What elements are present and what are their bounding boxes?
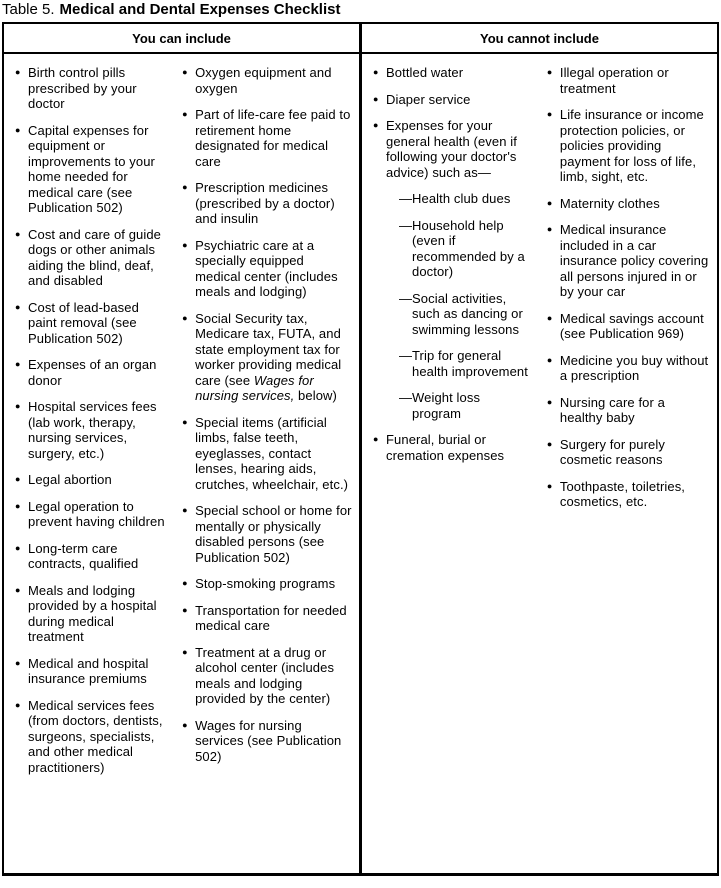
checklist-item	[182, 576, 353, 592]
bullet-icon: ●	[15, 474, 21, 484]
checklist-item	[182, 311, 353, 404]
checklist-item	[182, 180, 353, 227]
subitem-text: Weight loss program	[412, 390, 481, 421]
item-text: Illegal operation or treatment	[559, 65, 669, 96]
checklist-item	[547, 311, 711, 342]
checklist-item	[373, 92, 532, 108]
checklist-column	[182, 65, 353, 873]
checklist-item	[547, 196, 711, 212]
checklist-subitem	[399, 218, 532, 280]
bullet-icon: ●	[546, 197, 553, 208]
item-text: Nursing care for a healthy baby	[559, 394, 665, 425]
bullet-icon: ●	[373, 67, 379, 77]
item-text: Expenses for your general health (even if following your doctor's advice) such as—	[386, 118, 517, 180]
checklist-item	[547, 479, 711, 510]
table-number-label: Table 5.	[2, 1, 55, 18]
bullet-icon: ●	[373, 434, 379, 444]
item-text: Legal operation to prevent having children	[28, 498, 165, 529]
item-text-part: below)	[294, 388, 337, 403]
checklist-item	[15, 300, 167, 347]
checklist-item	[182, 107, 353, 169]
item-text: Special school or home for mentally or physically disabled persons (see Publication 502)	[195, 503, 352, 565]
item-text: Cost of lead-based paint removal (see Publication 502)	[28, 299, 139, 346]
dash-icon: —	[399, 390, 413, 405]
bullet-icon: ●	[15, 359, 21, 369]
checklist-item	[373, 432, 532, 463]
bullet-icon: ●	[373, 120, 379, 130]
bullet-icon: ●	[546, 438, 553, 449]
checklist-item	[15, 357, 167, 388]
bullet-icon: ●	[15, 401, 21, 411]
item-text: Bottled water	[386, 65, 464, 80]
checklist-item	[182, 718, 353, 765]
dash-icon: —	[399, 191, 413, 206]
expenses-checklist-table	[2, 22, 719, 876]
checklist-item	[15, 227, 167, 289]
item-text: Hospital services fees (lab work, therapy, nursing services, surgery, etc.)	[28, 399, 157, 461]
subitem-text: Social activities, such as dancing or swimming lessons	[412, 290, 523, 337]
checklist-item	[182, 415, 353, 493]
checklist-item	[373, 118, 532, 421]
bullet-icon: ●	[182, 182, 188, 192]
bullet-icon: ●	[182, 312, 188, 323]
bullet-icon: ●	[182, 67, 188, 77]
item-text: Capital expenses for equipment or improvements to your home needed for medical care (see Publication 502)	[28, 122, 155, 215]
item-text: Birth control pills prescribed by your doctor	[28, 65, 137, 111]
checklist-item	[547, 437, 711, 468]
checklist-item	[15, 399, 167, 461]
checklist-item	[182, 65, 353, 96]
checklist-subitem	[399, 390, 532, 421]
subitem-text: Trip for general health improvement	[412, 348, 528, 379]
bullet-icon: ●	[15, 542, 21, 553]
subitem-text: Health club dues	[412, 191, 511, 206]
item-text: Psychiatric care at a specially equipped medical center (includes meals and lodging)	[195, 237, 338, 299]
item-text: Medical insurance included in a car insurance policy covering all persons injured in or by your car	[559, 222, 709, 299]
checklist-item	[547, 65, 711, 96]
cannot-include-header: You cannot include	[362, 24, 717, 54]
item-text: Funeral, burial or cremation expenses	[386, 432, 505, 463]
bullet-icon: ●	[546, 312, 553, 323]
item-text	[195, 311, 341, 404]
subitem-text: Household help (even if recommended by a doctor)	[412, 217, 525, 279]
bullet-icon: ●	[15, 584, 21, 595]
bullet-icon: ●	[182, 646, 188, 657]
checklist-item	[182, 603, 353, 634]
checklist-item	[182, 645, 353, 707]
item-text: Life insurance or income protection policies, or policies providing payment for loss of life, limb, sight, etc.	[559, 107, 704, 184]
checklist-item	[15, 123, 167, 216]
item-text: Expenses of an organ donor	[28, 357, 157, 388]
item-text: Legal abortion	[28, 472, 112, 487]
item-text: Special items (artificial limbs, false teeth, eyeglasses, contact lenses, hearing aids, crutches, wheelchair, etc.)	[195, 414, 349, 492]
item-text: Stop-smoking programs	[195, 576, 336, 591]
item-text: Long-term care contracts, qualified	[28, 540, 139, 571]
item-text: Meals and lodging provided by a hospital during medical treatment	[28, 582, 157, 644]
bullet-icon: ●	[182, 719, 188, 730]
item-text: Prescription medicines (prescribed by a doctor) and insulin	[195, 180, 335, 226]
dash-icon: —	[399, 217, 413, 233]
checklist-item	[15, 499, 167, 530]
bullet-icon: ●	[182, 505, 188, 515]
checklist-item	[547, 222, 711, 300]
item-text: Maternity clothes	[559, 195, 660, 211]
checklist-subitem	[399, 191, 532, 207]
checklist-item	[15, 583, 167, 645]
bullet-icon: ●	[15, 301, 21, 312]
item-text: Transportation for needed medical care	[195, 602, 347, 633]
checklist-item	[547, 395, 711, 426]
checklist-subitem	[399, 291, 532, 338]
bullet-icon: ●	[15, 124, 21, 135]
bullet-icon: ●	[546, 224, 553, 234]
can-include-body	[4, 54, 359, 873]
bullet-icon: ●	[546, 480, 553, 491]
checklist-item	[547, 107, 711, 185]
checklist-column	[373, 65, 532, 873]
bullet-icon: ●	[373, 93, 379, 104]
item-text: Medical and hospital insurance premiums	[28, 655, 149, 686]
bullet-icon: ●	[546, 109, 553, 119]
bullet-icon: ●	[15, 657, 21, 668]
item-text: Toothpaste, toiletries, cosmetics, etc.	[559, 478, 686, 509]
bullet-icon: ●	[182, 239, 188, 250]
item-text: Surgery for purely cosmetic reasons	[559, 436, 665, 467]
table-title-text: Medical and Dental Expenses Checklist	[59, 1, 341, 18]
checklist-item	[15, 65, 167, 112]
bullet-icon: ●	[15, 699, 21, 710]
item-text: Diaper service	[386, 91, 471, 107]
dash-icon: —	[399, 290, 413, 306]
item-text: Medical savings account (see Publication 969)	[559, 310, 704, 341]
bullet-icon: ●	[182, 604, 188, 615]
page-title	[2, 1, 340, 19]
checklist-item	[15, 698, 167, 776]
checklist-item	[15, 472, 167, 488]
cannot-include-section	[362, 24, 717, 873]
bullet-icon: ●	[15, 228, 21, 239]
bullet-icon: ●	[182, 416, 188, 427]
bullet-icon: ●	[182, 109, 188, 119]
checklist-item	[182, 238, 353, 300]
bullet-icon: ●	[546, 354, 553, 365]
cannot-include-body	[362, 54, 717, 873]
item-text-italic: Wages for nursing services,	[195, 372, 314, 403]
checklist-item	[373, 65, 532, 81]
item-text: Part of life-care fee paid to retirement home designated for medical care	[195, 107, 351, 169]
bullet-icon: ●	[15, 67, 21, 77]
can-include-section	[4, 24, 362, 873]
item-text: Medical services fees (from doctors, dentists, surgeons, specialists, and other medical practitioners)	[28, 697, 163, 775]
checklist-subitem	[399, 348, 532, 379]
checklist-column	[547, 65, 711, 873]
item-text: Wages for nursing services (see Publication 502)	[195, 717, 342, 764]
item-text: Medicine you buy without a prescription	[559, 352, 709, 383]
item-text: Cost and care of guide dogs or other animals aiding the blind, deaf, and disabled	[28, 226, 162, 288]
checklist-item	[15, 656, 167, 687]
item-text: Treatment at a drug or alcohol center (includes meals and lodging provided by the center)	[195, 644, 335, 706]
checklist-column	[15, 65, 167, 873]
bullet-icon: ●	[546, 67, 553, 77]
checklist-item	[182, 503, 353, 565]
bullet-icon: ●	[15, 500, 21, 511]
checklist-item	[15, 541, 167, 572]
bullet-icon: ●	[546, 396, 553, 407]
item-text-part: Social Security tax, Medicare tax, FUTA, and state employment tax for worker providing medical care (see	[195, 310, 342, 388]
bullet-icon: ●	[182, 578, 188, 588]
item-text: Oxygen equipment and oxygen	[195, 65, 332, 96]
can-include-header: You can include	[4, 24, 359, 54]
checklist-item	[547, 353, 711, 384]
dash-icon: —	[399, 348, 413, 363]
